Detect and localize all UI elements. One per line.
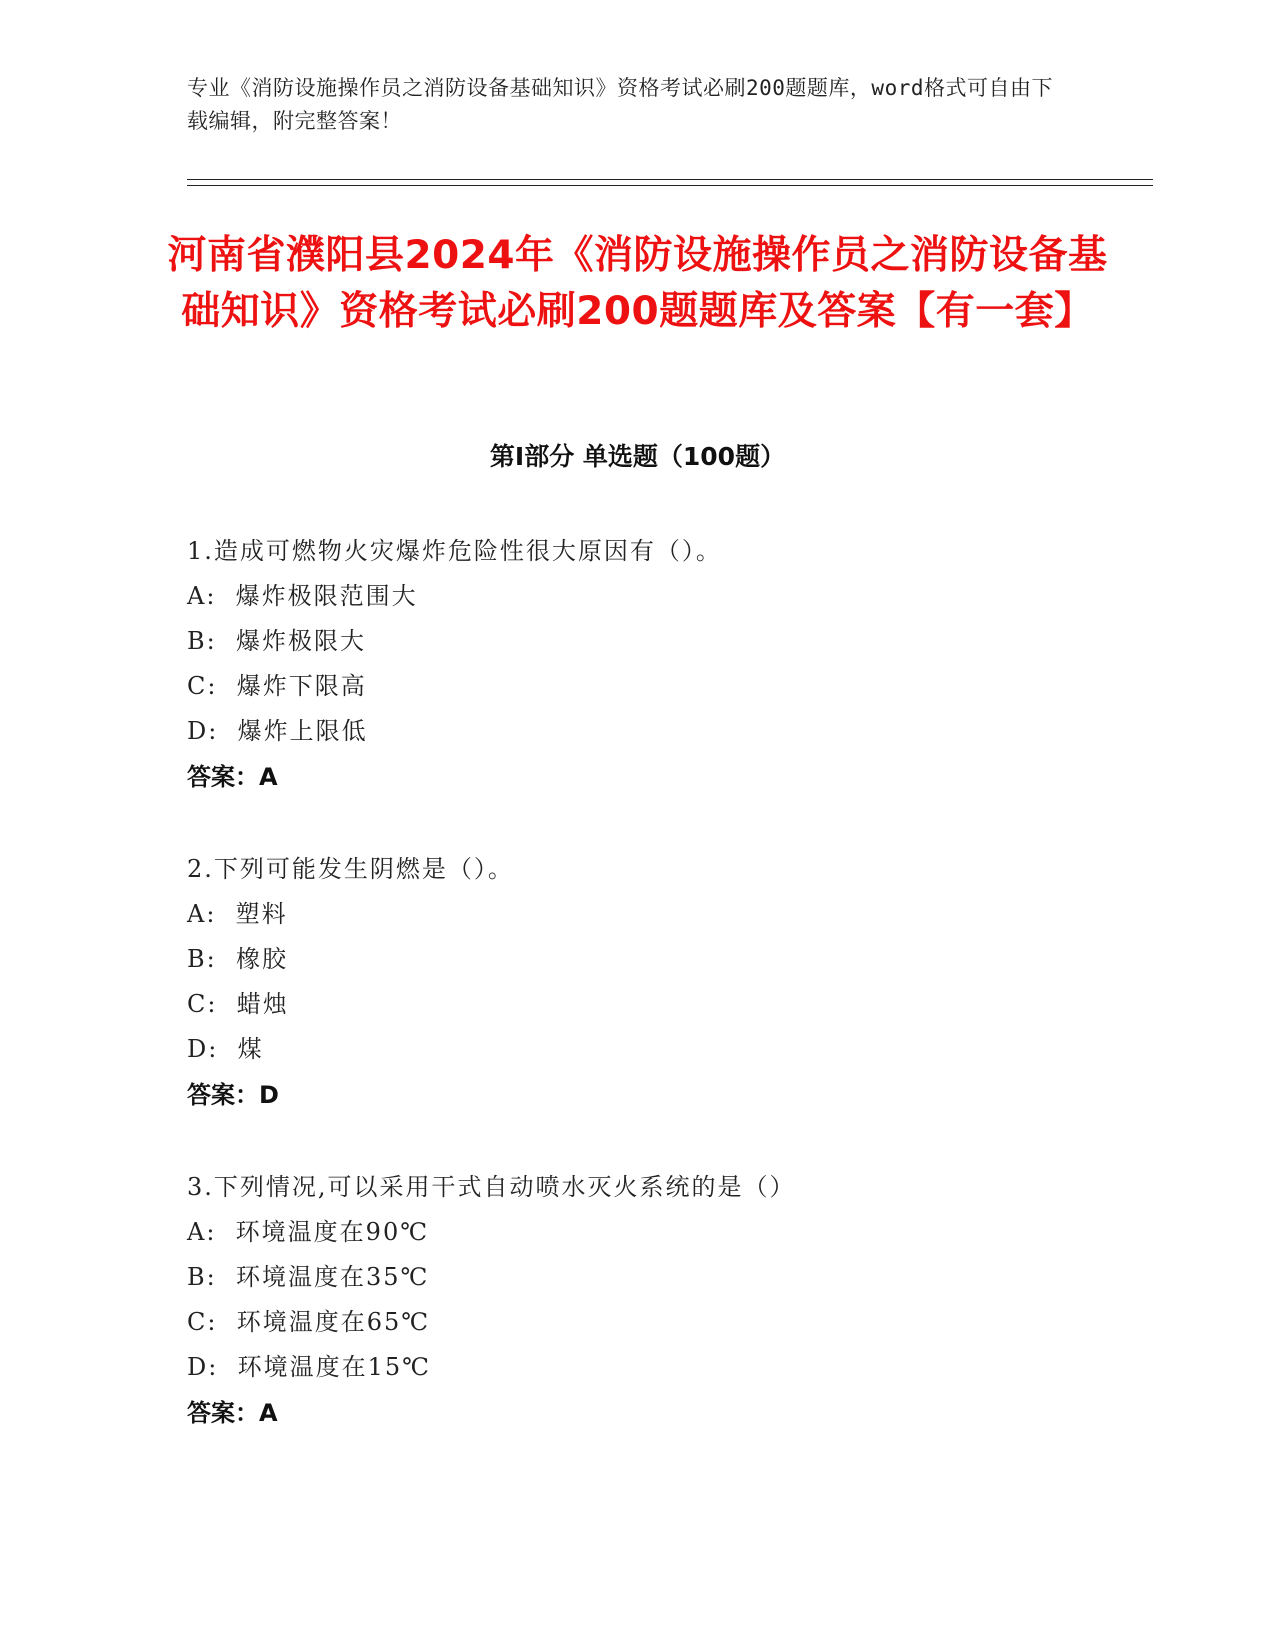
option-a: A: 环境温度在90℃ <box>187 1218 430 1246</box>
header-note: 专业《消防设施操作员之消防设备基础知识》资格考试必刷200题题库，word格式可自由下载编辑，附完整答案！ <box>187 76 1053 133</box>
option-c: C: 蜡烛 <box>187 990 289 1018</box>
section-title: 第Ⅰ部分 单选题（100题） <box>489 442 786 471</box>
question-block <box>187 529 1087 800</box>
option-c: C: 爆炸下限高 <box>187 672 367 700</box>
question-stem: 2.下列可能发生阴燃是（）。 <box>187 855 514 883</box>
option-b: B: 橡胶 <box>187 945 288 973</box>
option-d: D: 煤 <box>187 1035 264 1063</box>
option-a: A: 爆炸极限范围大 <box>187 582 418 610</box>
option-b: B: 环境温度在35℃ <box>187 1263 430 1291</box>
option-d: D: 环境温度在15℃ <box>187 1353 431 1381</box>
header-divider-bottom <box>187 185 1153 186</box>
answer-line: 答案：A <box>187 1399 278 1427</box>
question-stem: 3.下列情况,可以采用干式自动喷水灭火系统的是（） <box>187 1173 796 1201</box>
question-stem: 1.造成可燃物火灾爆炸危险性很大原因有（）。 <box>187 537 722 565</box>
question-block <box>187 1165 1087 1436</box>
option-d: D: 爆炸上限低 <box>187 717 368 745</box>
answer-line: 答案：D <box>187 1081 279 1109</box>
answer-line: 答案：A <box>187 763 278 791</box>
option-b: B: 爆炸极限大 <box>187 627 366 655</box>
question-block <box>187 847 1087 1118</box>
option-c: C: 环境温度在65℃ <box>187 1308 431 1336</box>
document-title: 河南省濮阳县2024年《消防设施操作员之消防设备基础知识》资格考试必刷200题题库及答案【有一套】 <box>167 233 1108 334</box>
header-divider-top <box>187 179 1153 180</box>
option-a: A: 塑料 <box>187 900 288 928</box>
